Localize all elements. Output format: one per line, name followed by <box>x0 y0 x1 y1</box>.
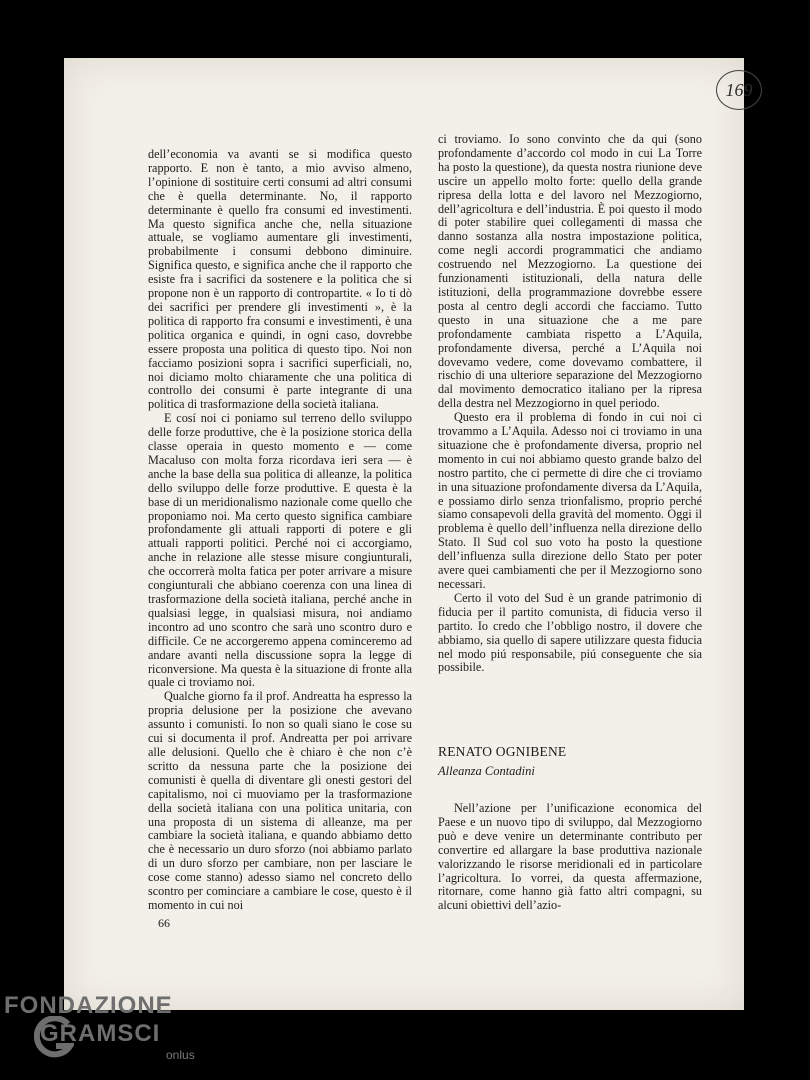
paragraph: Qualche giorno fa il prof. Andreatta ha espresso la propria delusione per la posizione che avevano assunto i comunisti. Io non so quali siano le cose su cui si documenta il prof. Andreatta per poi arrivare alle delusioni. Quello che è chiaro è che non c’è scritto da nessuna parte che la posizione dei comunisti è quella di diventare gli onesti gestori del capitalismo, noi ci muoviamo per la trasformazione della società italiana con una politica unitaria, con una proposta di un sistema di alleanze, ma per cambiare la società italiana, e quando abbiamo detto che è necessario un duro sforzo (noi abbiamo parlato di un duro sforzo per cambiare, non per lasciare le cose come stanno) adesso siamo nel concreto dello scontro per cominciare a cambiare le cose, questo è il momento in cui noi <box>148 689 412 912</box>
watermark-line1: FONDAZIONE <box>4 992 173 1019</box>
speech-text-column <box>438 802 702 913</box>
fondazione-gramsci-watermark <box>4 992 224 1072</box>
right-text-column <box>438 133 702 675</box>
paragraph: ci troviamo. Io sono convinto che da qui (sono profondamente d’accordo col modo in cui La Torre ha posto la questione), da questa nostra riunione deve uscire un appello molto forte: quello della grande ripresa della lotta e del lavoro nel Mezzogiorno, dell’agricoltura e dell’industria. È poi questo il modo di poter stabilire quei collegamenti di massa che danno sostanza alla nostra impostazione politica, come negli accordi programmatici che andiamo costruendo nel Mezzogiorno. La questione dei funzionamenti istituzionali, della natura delle istituzioni, della programmazione dovrebbe essere posta al centro degli accordi che facciamo. Tutto questo in una situazione che a me pare profondamente cambiata rispetto a L’Aquila, profondamente diversa, perché a L’Aquila noi dovevamo vedere, come dovevamo combattere, il rischio di una ulteriore separazione del Mezzogiorno dal movimento democratico italiano per la ripresa della destra nel Mezzogiorno in quel periodo. <box>438 132 702 411</box>
left-text-column <box>148 148 412 913</box>
watermark-onlus: onlus <box>166 1048 195 1062</box>
paragraph: dell’economia va avanti se si modifica questo rapporto. E non è tanto, a mio avviso almeno, l’opinione di sostituire certi consumi ad altri consumi che è quella determinante. No, il rapporto determinante è quello fra consumi ed investimenti. Ma questo significa anche che, nella situazione attuale, se vogliamo aumentare gli investimenti, probabilmente i consumi debbono diminuire. Significa questo, e significa anche che il rapporto che esiste fra i sacrifici da sostenere e la politica che si propone non è un rapporto di contropartite. « Io ti dò dei sacrifici per prendere gli investimenti », è la politica di rapporto fra consumi e investimenti, è una politica organica e quindi, in ogni caso, dovrebbe essere proposta una politica di questo tipo. Noi non facciamo posizioni sopra i sacrifici superficiali, no, noi diciamo molto chiaramente che una politica di controllo dei consumi è parte integrante di una politica di trasformazione della società italiana. <box>148 147 412 412</box>
page-number: 66 <box>158 916 170 930</box>
archive-number: 169 <box>725 79 753 100</box>
paragraph: Certo il voto del Sud è un grande patrimonio di fiducia per il partito comunista, di fiducia verso il partito. Io credo che l’obbligo nostro, il dovere che abbiamo, sia quello di sapere utilizzare questa fiducia nel modo piú responsabile, piú conseguente che sia possibile. <box>438 590 702 675</box>
speaker-affiliation: Alleanza Contadini <box>438 764 535 778</box>
paragraph: Questo era il problema di fondo in cui noi ci trovammo a L’Aquila. Adesso noi ci troviamo in una situazione che è profondamente diversa, proprio nel momento in cui noi abbiamo questo grande balzo del nostro partito, che ci permette di dire che ci troviamo in una situazione profondamente diversa da L’Aquila, e possiamo dirlo senza trionfalismo, proprio perché siamo consapevoli della gravità del momento. Oggi il problema è quello dell’influenza nella direzione dello Stato. Il Sud col suo voto ha posto la questione dell’influenza sulla direzione dello Stato per poter avere quei cambiamenti che per il Mezzogiorno sono necessari. <box>438 410 702 591</box>
gramsci-logo-icon <box>34 1016 74 1060</box>
paragraph: Nell’azione per l’unificazione economica del Paese e un nuovo tipo di sviluppo, dal Mezzogiorno può e deve venire un determinante contributo per convertire ed allargare la base produttiva nazionale valorizzando le risorse meridionali ed in particolare l’agricoltura. Io vorrei, da questa affermazione, ritornare, come hanno già fatto altri compagni, su alcuni obiettivi dell’azio- <box>438 801 702 913</box>
paragraph: E cosí noi ci poniamo sul terreno dello sviluppo delle forze produttive, che è la posizione storica della classe operaia in questo momento e — come Macaluso con molta forza ricordava ieri sera — è anche la base della sua politica di alleanze, la politica dello sviluppo delle forze produttive. E questa è la base di un meridionalismo nazionale come quello che proponiamo noi. Ma certo questo significa cambiare profondamente gli attuali rapporti di potere e gli attuali rapporti politici. Perché noi ci accorgiamo, anche in relazione alle stesse misure congiunturali, che occorrerà molta fatica per poter arrivare a misure congiunturali che abbiano coerenza con una linea di trasformazione della società italiana, perché anche in qualsiasi legge, in qualsiasi misura, noi andiamo incontro ad uno scontro che sarà uno scontro duro e difficile. Ce ne accorgeremo appena cominceremo ad andare avanti nella discussione sopra la legge di riconversione. Ma questa è la situazione di fronte alla quale ci troviamo noi. <box>148 411 412 690</box>
watermark-line2: GRAMSCI <box>40 1020 161 1047</box>
speaker-name: RENATO OGNIBENE <box>438 744 567 759</box>
archive-number-stamp <box>716 70 762 110</box>
